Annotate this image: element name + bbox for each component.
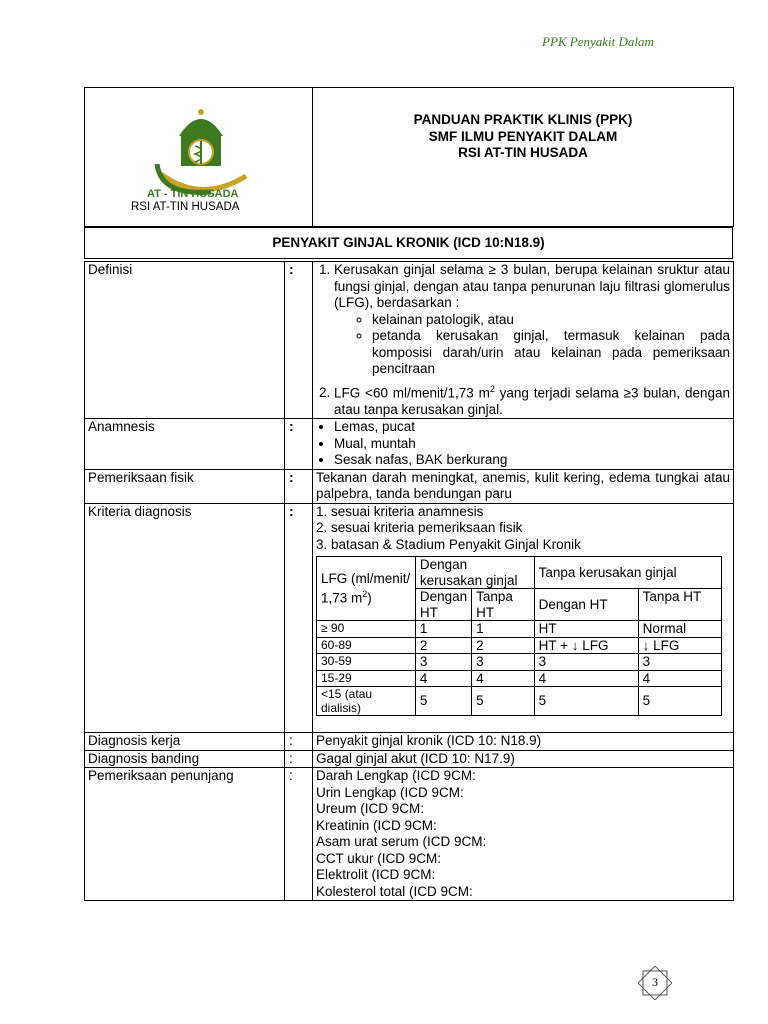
subheader: Tanpa HT	[472, 589, 534, 621]
content-pemeriksaan-penunjang	[313, 768, 734, 901]
title-line-1: PANDUAN PRAKTIK KLINIS (PPK)	[413, 112, 633, 127]
row-diagnosis-kerja	[85, 733, 734, 751]
kriteria-line: 2. sesuai kriteria pemeriksaan fisik	[316, 520, 523, 535]
colon: :	[285, 469, 313, 503]
row-pemeriksaan-fisik	[85, 469, 734, 503]
row-definisi	[85, 262, 734, 419]
label-diagnosis-banding: Diagnosis banding	[85, 750, 285, 768]
page-number-badge	[638, 966, 672, 1000]
penunjang-item: Elektrolit (ICD 9CM:	[316, 867, 436, 882]
colon: :	[285, 733, 313, 751]
document-title	[313, 88, 734, 227]
content-pemeriksaan-fisik: Tekanan darah meningkat, anemis, kulit kering, edema tungkai atau palpebra, tanda bendungan paru	[313, 469, 734, 503]
definisi-bullet: ◦ petanda kerusakan ginjal, termasuk kelainan pada komposisi darah/urin atau kelainan pada pemeriksaan pencitraan	[372, 328, 730, 378]
anamnesis-item: • Mual, muntah	[334, 436, 730, 453]
label-definisi: Definisi	[85, 262, 285, 419]
penunjang-item: Urin Lengkap (ICD 9CM:	[316, 784, 464, 800]
stadium-row: 15-29 4 4 4 4	[317, 670, 722, 687]
ppk-table	[84, 87, 734, 227]
kriteria-line: 3. batasan & Stadium Penyakit Ginjal Kronik	[316, 536, 581, 552]
row-kriteria	[85, 503, 734, 733]
colon: :	[285, 750, 313, 768]
subheader: Dengan HT	[534, 589, 638, 621]
definisi-item-1: 1. Kerusakan ginjal selama ≥ 3 bulan, berupa kelainan sruktur atau fungsi ginjal, dengan atau tanpa penurunan laju filtrasi glomerulus (LFG), berdasarkan : ◦ kelainan patologik, atau ◦ petanda kerusakan ginjal, termasuk kelainan pada komposisi darah/urin atau kelainan pada pemeriksaan pencitraan	[334, 262, 730, 378]
stadium-row: ≥ 90 1 1 HT Normal	[317, 621, 722, 638]
colon: :	[285, 503, 313, 733]
penunjang-item: Kreatinin (ICD 9CM:	[316, 817, 437, 833]
stadium-row: 30-59 3 3 3 3	[317, 654, 722, 671]
definisi-bullet: ◦ kelainan patologik, atau	[372, 312, 730, 329]
ppk-subject-table	[84, 227, 733, 259]
penunjang-item: Darah Lengkap (ICD 9CM:	[316, 768, 476, 783]
logo-brand-text: AT - TIN HUSADA	[147, 188, 239, 200]
subheader: Dengan HT	[415, 589, 471, 621]
row-diagnosis-banding	[85, 750, 734, 768]
penunjang-item: CCT ukur (ICD 9CM:	[316, 850, 442, 866]
colon: :	[285, 419, 313, 470]
label-anamnesis: Anamnesis	[85, 419, 285, 470]
penunjang-item: Kolesterol total (ICD 9CM:	[316, 883, 473, 899]
stadium-row: 60-89 2 2 HT + ↓ LFG ↓ LFG	[317, 637, 722, 654]
definisi-item-2: 2. LFG <60 ml/menit/1,73 $m^2$ yang terjadi selama ≥3 bulan, dengan atau tanpa kerusakan ginjal.	[334, 381, 730, 419]
label-pemeriksaan-fisik: Pemeriksaan fisik	[85, 469, 285, 503]
content-anamnesis	[313, 419, 734, 470]
content-definisi	[313, 262, 734, 419]
logo-caption: RSI AT-TIN HUSADA	[131, 201, 240, 213]
anamnesis-item: • Lemas, pucat	[334, 419, 730, 436]
kriteria-line: 1. sesuai kriteria anamnesis	[316, 503, 484, 519]
stadium-row: <15 (atau dialisis) 5 5 5 5	[317, 687, 722, 716]
row-pemeriksaan-penunjang	[85, 768, 734, 901]
anamnesis-item: • Sesak nafas, BAK berkurang	[334, 452, 730, 469]
penunjang-item: Asam urat serum (ICD 9CM:	[316, 834, 487, 849]
group-header-tanpa: Tanpa kerusakan ginjal	[534, 557, 721, 589]
ppk-content-table	[84, 261, 734, 901]
page-number: 3	[652, 975, 658, 989]
colon: :	[285, 262, 313, 419]
logo-cell	[85, 88, 313, 227]
row-anamnesis	[85, 419, 734, 470]
title-line-3: RSI AT-TIN HUSADA	[458, 145, 588, 160]
content-kriteria	[313, 503, 734, 733]
subject-heading: PENYAKIT GINJAL KRONIK (ICD 10:N18.9)	[85, 228, 733, 259]
running-header: PPK Penyakit Dalam	[542, 34, 654, 49]
lfg-header: LFG (ml/menit/ 1,73 $m^2$)	[317, 557, 416, 621]
label-diagnosis-kerja: Diagnosis kerja	[85, 733, 285, 751]
colon: :	[285, 768, 313, 901]
label-pemeriksaan-penunjang: Pemeriksaan penunjang	[85, 768, 285, 901]
content-diagnosis-banding: Gagal ginjal akut (ICD 10: N17.9)	[313, 750, 734, 768]
penunjang-item: Ureum (ICD 9CM:	[316, 801, 425, 816]
group-header-dengan: Dengan kerusakan ginjal	[415, 557, 534, 589]
subheader: Tanpa HT	[638, 589, 721, 621]
title-line-2: SMF ILMU PENYAKIT DALAM	[428, 128, 618, 144]
stadium-table	[316, 556, 722, 716]
content-diagnosis-kerja: Penyakit ginjal kronik (ICD 10: N18.9)	[313, 733, 734, 751]
label-kriteria: Kriteria diagnosis	[85, 503, 285, 733]
